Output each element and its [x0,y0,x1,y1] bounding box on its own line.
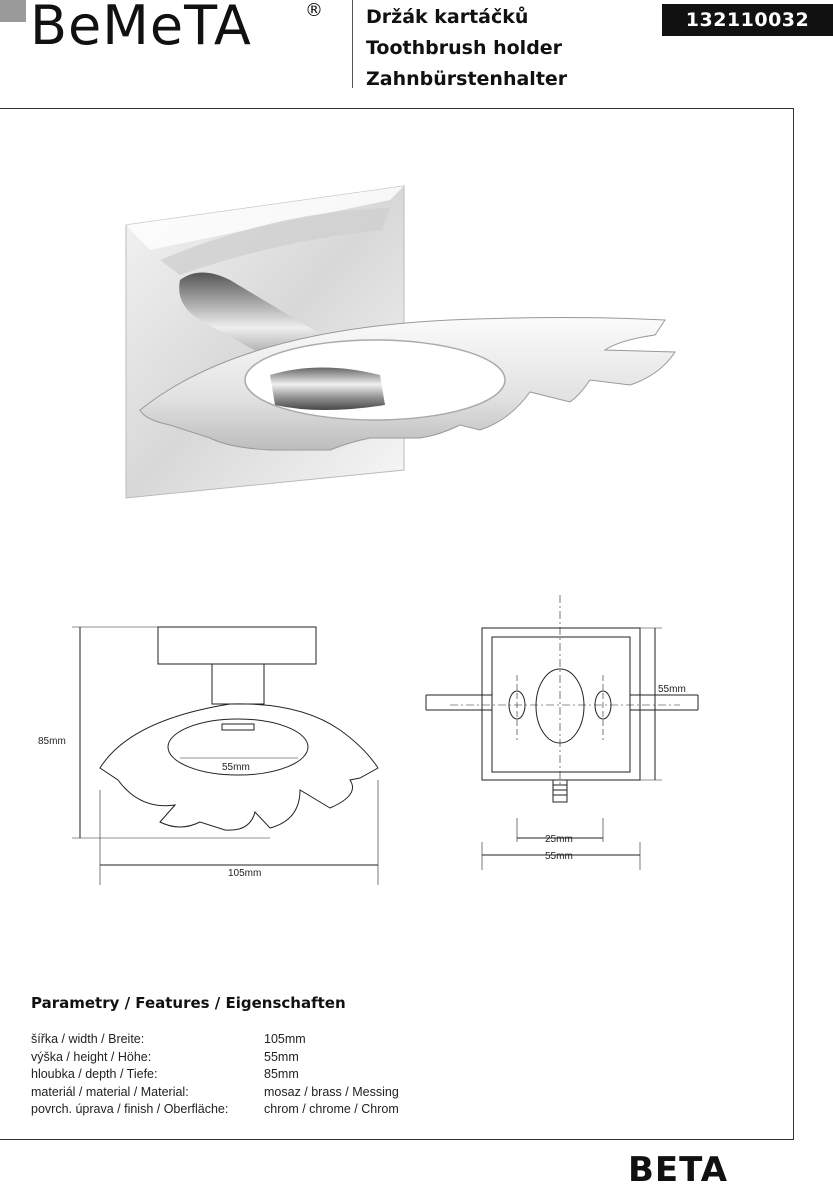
width-dimension: 105mm [228,868,262,879]
features-title: Parametry / Features / Eigenschaften [31,994,346,1012]
brand-logo: BeMeTA [30,0,252,57]
feature-label: hloubka / depth / Tiefe: [31,1067,158,1081]
feature-row [31,1066,399,1084]
side-plate-inner [492,637,630,772]
title-german: Zahnbürstenhalter [366,68,568,90]
feature-value: 55mm [264,1049,299,1064]
feature-value: 105mm [264,1032,306,1046]
front-arm [212,664,264,704]
side-plate-outer [482,628,640,780]
product-code: 132110032 [662,4,833,36]
feature-value: 85mm [264,1067,299,1081]
feature-row [31,1031,399,1049]
hole-spacing-dimension: 25mm [545,834,573,845]
side-width-dimension: 55mm [545,851,573,862]
feature-label: šířka / width / Breite: [31,1032,145,1046]
front-wall-plate [158,627,316,664]
series-name: BETA [628,1150,729,1190]
height-dimension: 85mm [38,736,66,747]
feature-row [31,1101,399,1119]
feature-row [31,1049,399,1067]
side-height-dimension: 55mm [658,684,686,695]
feature-value: chrom / chrome / Chrom [264,1102,399,1116]
inner-dimension: 55mm [222,762,250,773]
features-list [31,1031,399,1119]
product-photo [120,180,690,510]
registered-mark: ® [305,0,323,21]
feature-label: materiál / material / Material: [31,1084,189,1099]
title-english: Toothbrush holder [366,37,563,59]
feature-label: povrch. úprava / finish / Oberfläche: [31,1102,229,1116]
title-czech: Držák kartáčků [366,6,529,28]
feature-label: výška / height / Höhe: [31,1049,152,1064]
feature-row [31,1084,399,1102]
header-divider [352,0,353,88]
technical-drawing [0,580,833,900]
feature-value: mosaz / brass / Messing [264,1084,399,1099]
logo-square-mark [0,0,26,22]
product-titles [366,2,567,95]
